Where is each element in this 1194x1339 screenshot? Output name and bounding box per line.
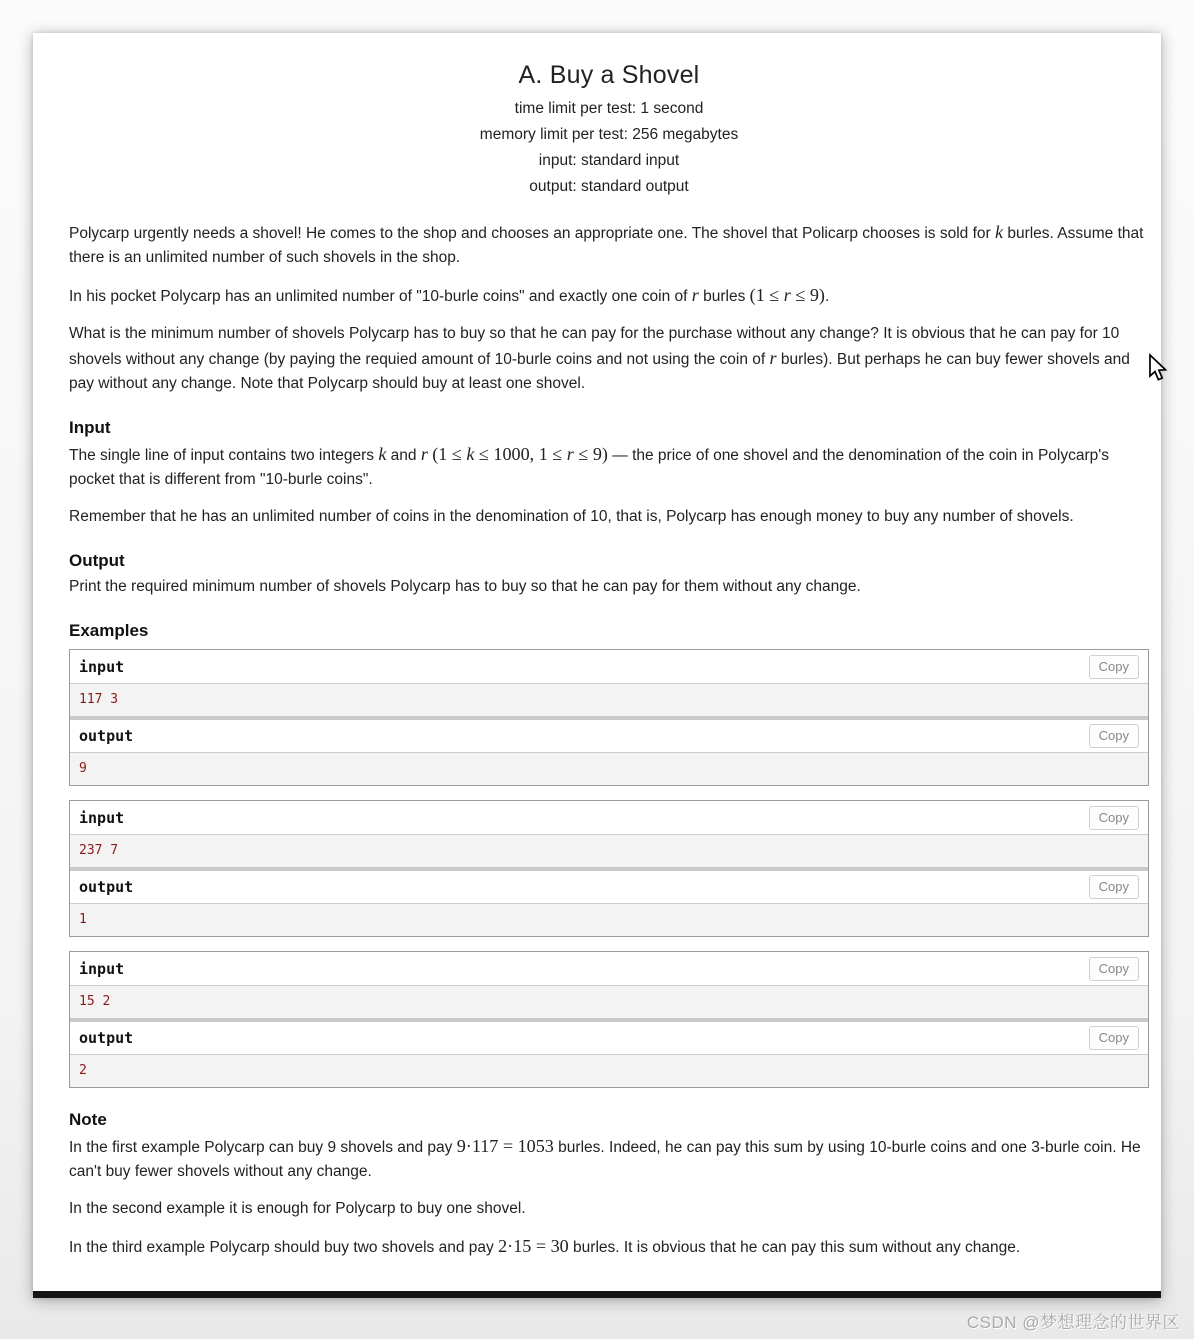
note-paragraph: In the first example Polycarp can buy 9 shovels and pay 9·117 = 1053 burles. Indeed, he can pay this sum by using 10-burle coins and one 3-burle coin. He can't buy fewer shovels without any change. xyxy=(69,1136,1141,1180)
sample-output-header xyxy=(70,867,1148,903)
sample-input-header xyxy=(70,801,1148,834)
note-paragraph: In the third example Polycarp should buy two shovels and pay 2·15 = 30 burles. It is obvious that he can pay this sum without any change. xyxy=(69,1236,1021,1256)
copy-button[interactable]: Copy xyxy=(1089,724,1139,748)
example-3 xyxy=(69,951,1149,1088)
input-paragraph: Remember that he has an unlimited number of coins in the denomination of 10, that is, Polycarp has enough money to buy any number of shovels. xyxy=(69,508,1074,525)
memory-limit: memory limit per test: 256 megabytes xyxy=(479,126,739,143)
sample-input-header xyxy=(70,952,1148,985)
output-label: output xyxy=(79,878,134,896)
statement-paragraph: In his pocket Polycarp has an unlimited number of "10-burle coins" and exactly one coin of r burles (1 ≤ r ≤ 9). xyxy=(69,285,830,305)
output-label: output xyxy=(79,727,134,745)
problem-title: A. Buy a Shovel xyxy=(518,61,700,89)
copy-button[interactable]: Copy xyxy=(1089,806,1139,830)
input-label: input xyxy=(79,808,125,827)
sample-input-row xyxy=(70,834,1148,867)
output-spec: output: standard output xyxy=(529,178,689,195)
note-paragraph: In the second example it is enough for Polycarp to buy one shovel. xyxy=(69,1200,526,1217)
statement-body xyxy=(69,220,1149,1260)
sample-output-row xyxy=(70,903,1148,936)
input-label: input xyxy=(79,657,125,676)
copy-button[interactable]: Copy xyxy=(1089,655,1139,679)
input-section-heading: Input xyxy=(69,418,111,437)
sample-output-text: 2 xyxy=(79,1063,87,1078)
problem-meta xyxy=(69,96,1149,200)
sample-input-text: 237 7 xyxy=(79,843,119,858)
sample-output-row xyxy=(70,1054,1148,1087)
sample-input-text: 117 3 xyxy=(79,692,119,707)
csdn-watermark: CSDN @梦想理念的世界区 xyxy=(966,1313,1180,1332)
examples-heading: Examples xyxy=(69,621,149,640)
problem-statement-card xyxy=(33,33,1161,1298)
output-label: output xyxy=(79,1029,134,1047)
output-section-heading: Output xyxy=(69,551,125,570)
note-heading: Note xyxy=(69,1110,107,1129)
sample-output-header xyxy=(70,716,1148,752)
input-paragraph: The single line of input contains two integers k and r (1 ≤ k ≤ 1000, 1 ≤ r ≤ 9) — the price of one shovel and the denomination of the coin in Polycarp's pocket that is different from "10-burle coins". xyxy=(69,444,1109,488)
sample-output-header xyxy=(70,1018,1148,1054)
sample-input-header xyxy=(70,650,1148,683)
sample-output-text: 9 xyxy=(79,761,87,776)
time-limit: time limit per test: 1 second xyxy=(514,100,704,117)
example-1 xyxy=(69,649,1149,786)
copy-button[interactable]: Copy xyxy=(1089,957,1139,981)
sample-input-row xyxy=(70,985,1148,1018)
sample-output-row xyxy=(70,752,1148,785)
input-label: input xyxy=(79,959,125,978)
sample-output-text: 1 xyxy=(79,912,87,927)
copy-button[interactable]: Copy xyxy=(1089,1026,1139,1050)
output-paragraph: Print the required minimum number of shovels Polycarp has to buy so that he can pay for them without any change. xyxy=(69,578,861,595)
copy-button[interactable]: Copy xyxy=(1089,875,1139,899)
input-spec: input: standard input xyxy=(538,152,680,169)
statement-paragraph: Polycarp urgently needs a shovel! He comes to the shop and chooses an appropriate one. The shovel that Policarp chooses is sold for k burles. Assume that there is an unlimited number of such shovels in the shop. xyxy=(69,222,1144,266)
statement-paragraph: What is the minimum number of shovels Polycarp has to buy so that he can pay for the purchase without any change? It is obvious that he can pay for 10 shovels without any change (by paying the requied amount of 10-burle coins and not using the coin of r burles). But perhaps he can buy fewer shovels and pay without any change. Note that Polycarp should buy at least one shovel. xyxy=(69,325,1130,392)
sample-input-row xyxy=(70,683,1148,716)
example-2 xyxy=(69,800,1149,937)
sample-input-text: 15 2 xyxy=(79,994,111,1009)
